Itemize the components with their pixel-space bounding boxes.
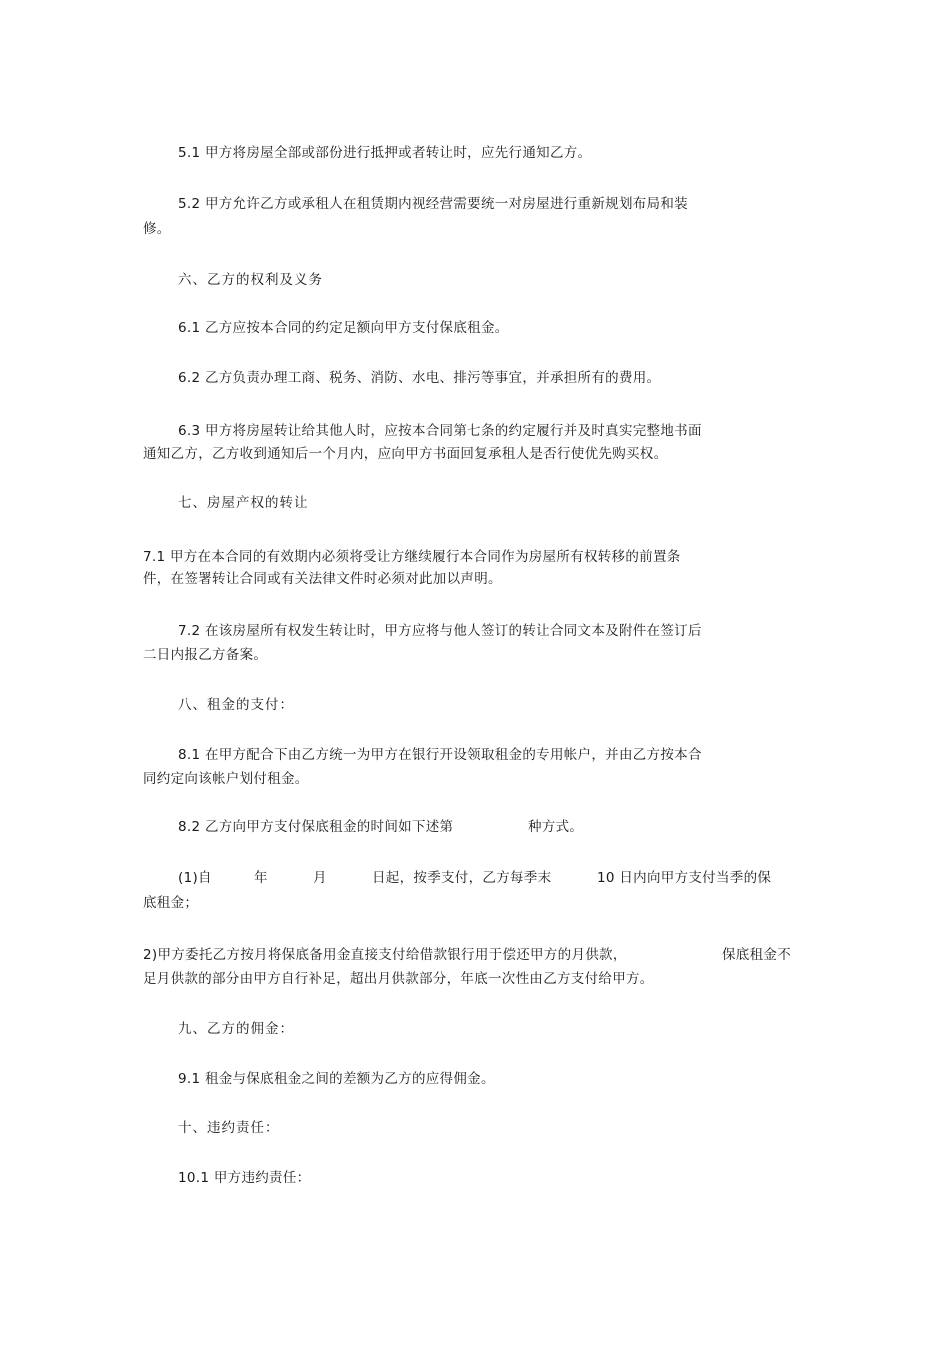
option-1-line-2: 底租金； xyxy=(143,895,199,911)
option-2-line-1-end: 保底租金不 xyxy=(722,947,791,963)
clause-7-1-line-1: 7.1 甲方在本合同的有效期内必须将受让方继续履行本合同作为房屋所有权转移的前置条 xyxy=(143,549,681,565)
option-1-year: 年 xyxy=(254,870,268,886)
clause-5-2-line-1: 5.2 甲方允许乙方或承租人在租赁期内视经营需要统一对房屋进行重新规划布局和装 xyxy=(178,196,688,212)
section-9-heading: 九、乙方的佣金： xyxy=(178,1021,294,1037)
clause-5-2-line-2: 修。 xyxy=(143,221,171,237)
option-2-line-1: 2)甲方委托乙方按月将保底备用金直接支付给借款银行用于偿还甲方的月供款， xyxy=(143,947,627,963)
clause-7-2-line-1: 7.2 在该房屋所有权发生转让时，甲方应将与他人签订的转让合同文本及附件在签订后 xyxy=(178,623,702,639)
clause-6-3-line-2: 通知乙方，乙方收到通知后一个月内，应向甲方书面回复承租人是否行使优先购买权。 xyxy=(143,446,668,462)
section-10-heading: 十、违约责任： xyxy=(178,1120,280,1136)
clause-8-2-text: 8.2 乙方向甲方支付保底租金的时间如下述第 xyxy=(178,819,454,835)
clause-6-3-line-1: 6.3 甲方将房屋转让给其他人时，应按本合同第七条的约定履行并及时真实完整地书面 xyxy=(178,423,702,439)
clause-8-2-suffix: 种方式。 xyxy=(528,819,584,835)
clause-7-2-line-2: 二日内报乙方备案。 xyxy=(143,647,268,663)
section-6-heading: 六、乙方的权利及义务 xyxy=(178,272,323,288)
option-1-day: 日起，按季支付，乙方每季末 xyxy=(372,870,552,886)
option-1-prefix: (1)自 xyxy=(178,870,212,886)
clause-10-1: 10.1 甲方违约责任： xyxy=(178,1170,311,1186)
clause-6-2: 6.2 乙方负责办理工商、税务、消防、水电、排污等事宜，并承担所有的费用。 xyxy=(178,370,661,386)
clause-8-1-line-1: 8.1 在甲方配合下由乙方统一为甲方在银行开设领取租金的专用帐户，并由乙方按本合 xyxy=(178,747,702,763)
section-8-heading: 八、租金的支付： xyxy=(178,697,294,713)
clause-5-1: 5.1 甲方将房屋全部或部份进行抵押或者转让时，应先行通知乙方。 xyxy=(178,145,592,161)
section-7-heading: 七、房屋产权的转让 xyxy=(178,495,309,511)
clause-9-1: 9.1 租金与保底租金之间的差额为乙方的应得佣金。 xyxy=(178,1071,495,1087)
option-1-deadline: 10 日内向甲方支付当季的保 xyxy=(597,870,772,886)
clause-8-1-line-2: 同约定向该帐户划付租金。 xyxy=(143,771,309,787)
clause-7-1-line-2: 件，在签署转让合同或有关法律文件时必须对此加以声明。 xyxy=(143,571,502,587)
option-2-line-2: 足月供款的部分由甲方自行补足，超出月供款部分，年底一次性由乙方支付给甲方。 xyxy=(143,971,654,987)
option-1-month: 月 xyxy=(313,870,327,886)
clause-6-1: 6.1 乙方应按本合同的约定足额向甲方支付保底租金。 xyxy=(178,320,509,336)
